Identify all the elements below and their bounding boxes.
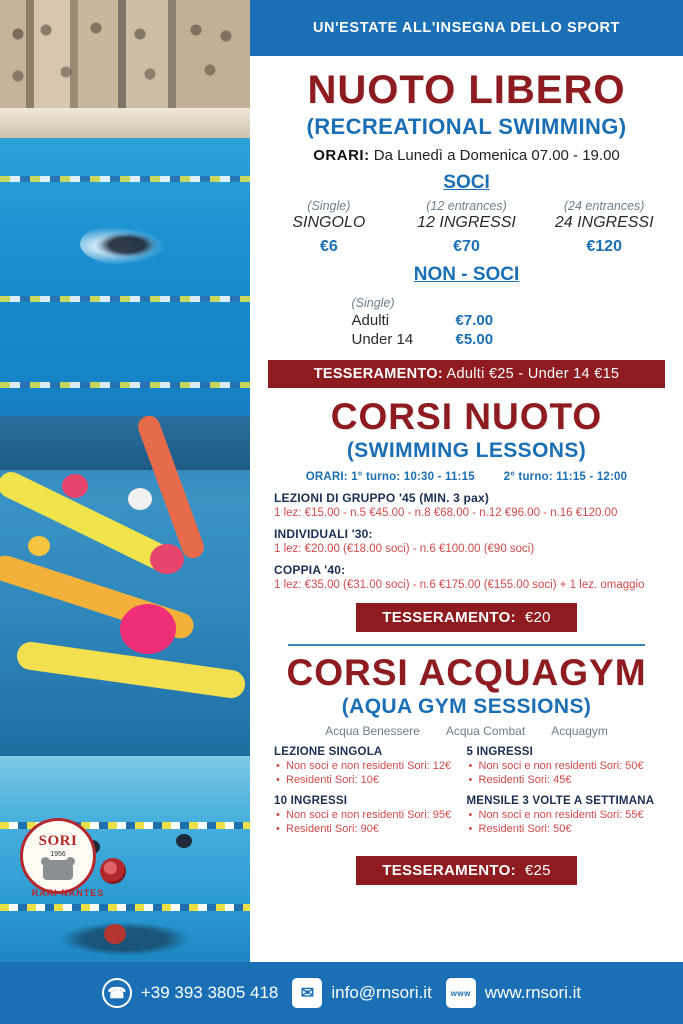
section-nuoto-libero xyxy=(250,70,683,388)
swim-cap xyxy=(128,488,152,510)
aquagym-item: • Residenti Sori: 50€ xyxy=(467,823,660,835)
lane-rope xyxy=(0,382,250,388)
aquagym-head: 10 INGRESSI xyxy=(274,795,348,807)
section3-title: CORSI ACQUAGYM xyxy=(286,652,647,693)
rose-icon xyxy=(100,858,126,884)
aquagym-column-right xyxy=(467,746,660,844)
section3-subtitle: (AQUA GYM SESSIONS) xyxy=(341,695,592,718)
price-col-24-ingressi xyxy=(535,199,673,256)
lesson-block-individuali xyxy=(274,527,659,555)
hours-value: Da Lunedì a Domenica 07.00 - 19.00 xyxy=(373,147,620,164)
aquagym-type: Acqua Combat xyxy=(445,724,526,738)
turno-2: 2° turno: 11:15 - 12:00 xyxy=(503,471,628,483)
aquagym-item: • Non soci e non residenti Sori: 95€ xyxy=(274,809,467,821)
club-logo xyxy=(8,814,128,898)
lessons-body xyxy=(260,471,673,591)
tesseramento-value: €25 xyxy=(524,862,551,879)
lesson-head: COPPIA '40: xyxy=(274,563,346,577)
non-soci-en-label: (Single) xyxy=(351,296,395,310)
price-it-label: 12 INGRESSI xyxy=(417,214,516,231)
turno-1: ORARI: 1° turno: 10:30 - 11:15 xyxy=(305,471,475,483)
swim-cap xyxy=(120,604,176,654)
lane-rope xyxy=(0,176,250,182)
aquagym-item: • Non soci e non residenti Sori: 12€ xyxy=(274,760,467,772)
photo-column xyxy=(0,0,250,962)
soci-heading: SOCI xyxy=(443,172,490,193)
row-label: Under 14 xyxy=(351,331,414,348)
lesson-prices: 1 lez: €35.00 (€31.00 soci) - n.6 €175.00 (€155.00 soci) + 1 lez. omaggio xyxy=(274,579,645,591)
aquagym-block-5-ingressi xyxy=(467,746,660,786)
price-it-label: SINGOLO xyxy=(292,214,366,231)
soci-price-grid xyxy=(260,199,673,256)
section-corsi-nuoto xyxy=(250,398,683,646)
tesseramento-bar-2 xyxy=(356,603,577,632)
aquagym-column-left xyxy=(274,746,467,844)
aquagym-item: • Residenti Sori: 90€ xyxy=(274,823,467,835)
section2-subtitle: (SWIMMING LESSONS) xyxy=(346,439,587,462)
section-corsi-acquagym xyxy=(250,654,683,885)
photo-kids-swim-lesson xyxy=(0,416,250,756)
swim-cap xyxy=(28,536,50,556)
section2-title: CORSI NUOTO xyxy=(330,396,603,437)
footer-email[interactable] xyxy=(292,978,431,1008)
aquagym-types xyxy=(260,724,673,738)
pool-deck xyxy=(0,108,250,138)
aquagym-price-grid xyxy=(260,746,673,844)
lesson-head: INDIVIDUALI '30: xyxy=(274,527,373,541)
price-en-label: (12 entrances) xyxy=(426,199,507,213)
price-col-singolo xyxy=(260,199,398,256)
photo-outdoor-pool-swimmer xyxy=(0,0,250,416)
banner-text: UN'ESTATE ALL'INSEGNA DELLO SPORT xyxy=(312,20,621,36)
phone-number: +39 393 3805 418 xyxy=(140,983,279,1002)
section2-hours xyxy=(274,471,659,483)
phone-icon: ☎ xyxy=(102,978,132,1008)
lesson-head: LEZIONI DI GRUPPO '45 (MIN. 3 pax) xyxy=(274,491,490,505)
logo-badge xyxy=(20,818,96,894)
row-value: €7.00 xyxy=(455,312,494,329)
lane-rope xyxy=(0,296,250,302)
lesson-block-coppia xyxy=(274,563,659,591)
non-soci-row-adulti xyxy=(352,312,582,329)
section1-subtitle: (RECREATIONAL SWIMMING) xyxy=(306,114,627,139)
aquagym-head: LEZIONE SINGOLA xyxy=(274,746,383,758)
price-value: €70 xyxy=(453,238,480,255)
section1-hours xyxy=(260,147,673,164)
footer-phone[interactable] xyxy=(102,978,279,1008)
tesseramento-label: TESSERAMENTO: xyxy=(382,862,516,879)
lane-rope xyxy=(0,904,250,911)
non-soci-row-under14 xyxy=(352,331,582,348)
contact-footer xyxy=(0,962,683,1024)
tesseramento-bar-3 xyxy=(356,856,577,885)
website-url: www.rnsori.it xyxy=(484,983,582,1002)
envelope-icon: ✉ xyxy=(292,978,322,1008)
lesson-prices: 1 lez: €20.00 (€18.00 soci) - n.6 €100.00 (€90 soci) xyxy=(274,543,535,555)
tesseramento-value: Adulti €25 - Under 14 €15 xyxy=(446,366,620,382)
buildings-backdrop xyxy=(0,0,250,112)
non-soci-prices xyxy=(260,296,673,348)
lesson-block-gruppo xyxy=(274,491,659,519)
swimmer-head xyxy=(176,834,192,848)
swimmer-figure xyxy=(96,232,158,258)
price-en-label: (Single) xyxy=(307,199,351,213)
top-banner xyxy=(250,0,683,56)
aquagym-item: • Residenti Sori: 10€ xyxy=(274,774,467,786)
tesseramento-value: €20 xyxy=(524,609,551,626)
aquagym-block-lezione-singola xyxy=(274,746,467,786)
content-column xyxy=(250,0,683,962)
logo-caption: RARI NANTES xyxy=(31,888,105,898)
email-address: info@rnsori.it xyxy=(331,983,432,1002)
swim-cap xyxy=(150,544,184,574)
tesseramento-label: TESSERAMENTO: xyxy=(382,609,516,626)
price-value: €120 xyxy=(586,238,622,255)
page-title: NUOTO LIBERO xyxy=(307,68,626,112)
price-en-label: (24 entrances) xyxy=(563,199,645,213)
aquagym-block-10-ingressi xyxy=(274,795,467,835)
swimmer-head xyxy=(104,924,126,944)
non-soci-heading: NON - SOCI xyxy=(413,264,520,285)
bulldog-icon xyxy=(43,860,73,880)
aquagym-item: • Non soci e non residenti Sori: 55€ xyxy=(467,809,660,821)
lesson-prices: 1 lez: €15.00 - n.5 €45.00 - n.8 €68.00 - n.12 €96.00 - n.16 €120.00 xyxy=(274,507,618,519)
browser-icon: www xyxy=(446,978,476,1008)
footer-website[interactable] xyxy=(446,978,581,1008)
logo-name: SORI xyxy=(38,832,78,849)
price-col-12-ingressi xyxy=(398,199,536,256)
hours-label: ORARI: xyxy=(313,147,370,164)
price-it-label: 24 INGRESSI xyxy=(554,214,654,231)
price-value: €6 xyxy=(319,238,338,255)
aquagym-head: 5 INGRESSI xyxy=(466,746,534,758)
aquagym-type: Acquagym xyxy=(551,724,608,738)
pool-wall xyxy=(0,416,250,470)
divider xyxy=(288,644,645,646)
swim-cap xyxy=(62,474,88,498)
swimmer-figure xyxy=(60,922,190,956)
row-value: €5.00 xyxy=(455,331,494,348)
tesseramento-bar-1 xyxy=(268,360,665,388)
row-label: Adulti xyxy=(351,312,390,329)
aquagym-head: MENSILE 3 VOLTE A SETTIMANA xyxy=(466,795,655,807)
aquagym-item: • Residenti Sori: 45€ xyxy=(467,774,660,786)
logo-year: 1956 xyxy=(50,850,66,858)
tesseramento-label: TESSERAMENTO: xyxy=(313,366,444,382)
aquagym-item: • Non soci e non residenti Sori: 50€ xyxy=(467,760,660,772)
aquagym-block-mensile xyxy=(467,795,660,835)
aquagym-type: Acqua Benessere xyxy=(325,724,420,738)
